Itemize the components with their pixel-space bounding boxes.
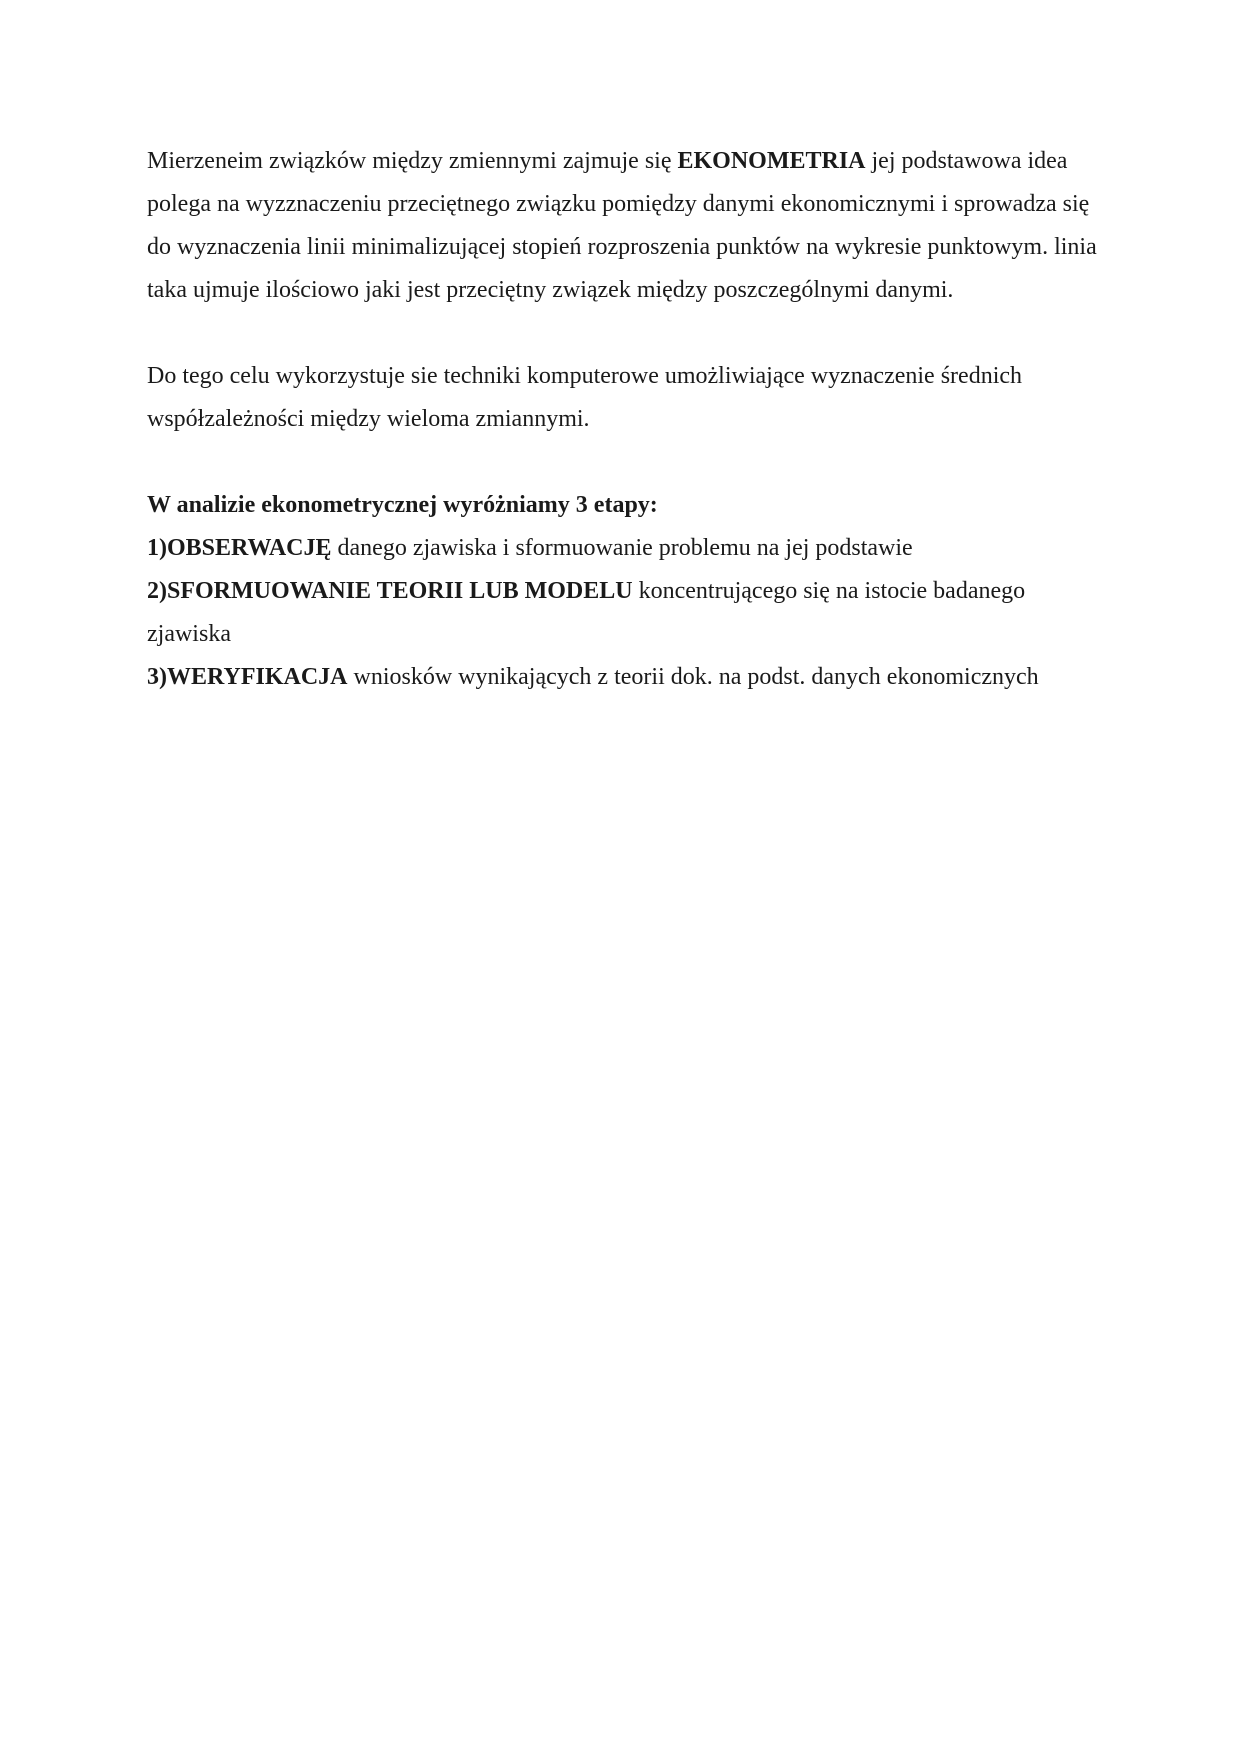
stage-item-text: koncentrującego się na istocie badanego zjawiska	[147, 578, 1026, 647]
stage-item-observation	[147, 527, 1107, 570]
stage-item-label: 3)WERYFIKACJA	[147, 664, 348, 690]
paragraph-spacer	[147, 312, 1107, 355]
document-body	[147, 140, 1107, 699]
stages-heading	[147, 484, 1107, 527]
stage-item-label: 1)OBSERWACJĘ	[147, 535, 332, 561]
paragraph-computer-techniques	[147, 355, 1107, 441]
paragraph1-text-after: jej podstawowa idea polega na wyzznaczeniu przeciętnego związku pomiędzy danymi ekonomicznymi i sprowadza się do wyznaczenia linii minimalizującej stopień rozproszenia punktów na wykresie punktowym. linia taka ujmuje ilościowo jaki jest przeciętny związek między poszczególnymi danymi.	[147, 148, 1097, 303]
paragraph-econometrics-definition	[147, 140, 1107, 312]
stages-heading-text: W analizie ekonometrycznej wyróżniamy 3 etapy:	[147, 492, 658, 518]
stage-item-verification	[147, 656, 1107, 699]
stage-item-theory	[147, 570, 1107, 656]
stage-item-label: 2)SFORMUOWANIE TEORII LUB MODELU	[147, 578, 633, 604]
paragraph2-text: Do tego celu wykorzystuje sie techniki komputerowe umożliwiające wyznaczenie średnich współzależności między wieloma zmiannymi.	[147, 363, 1023, 432]
paragraph-spacer	[147, 441, 1107, 484]
econometrics-term: EKONOMETRIA	[677, 148, 866, 174]
stage-item-text: danego zjawiska i sformuowanie problemu na jej podstawie	[331, 535, 913, 561]
stage-item-text: wniosków wynikających z teorii dok. na podst. danych ekonomicznych	[347, 664, 1039, 690]
paragraph1-text-before: Mierzeneim związków między zmiennymi zajmuje się	[147, 148, 678, 174]
